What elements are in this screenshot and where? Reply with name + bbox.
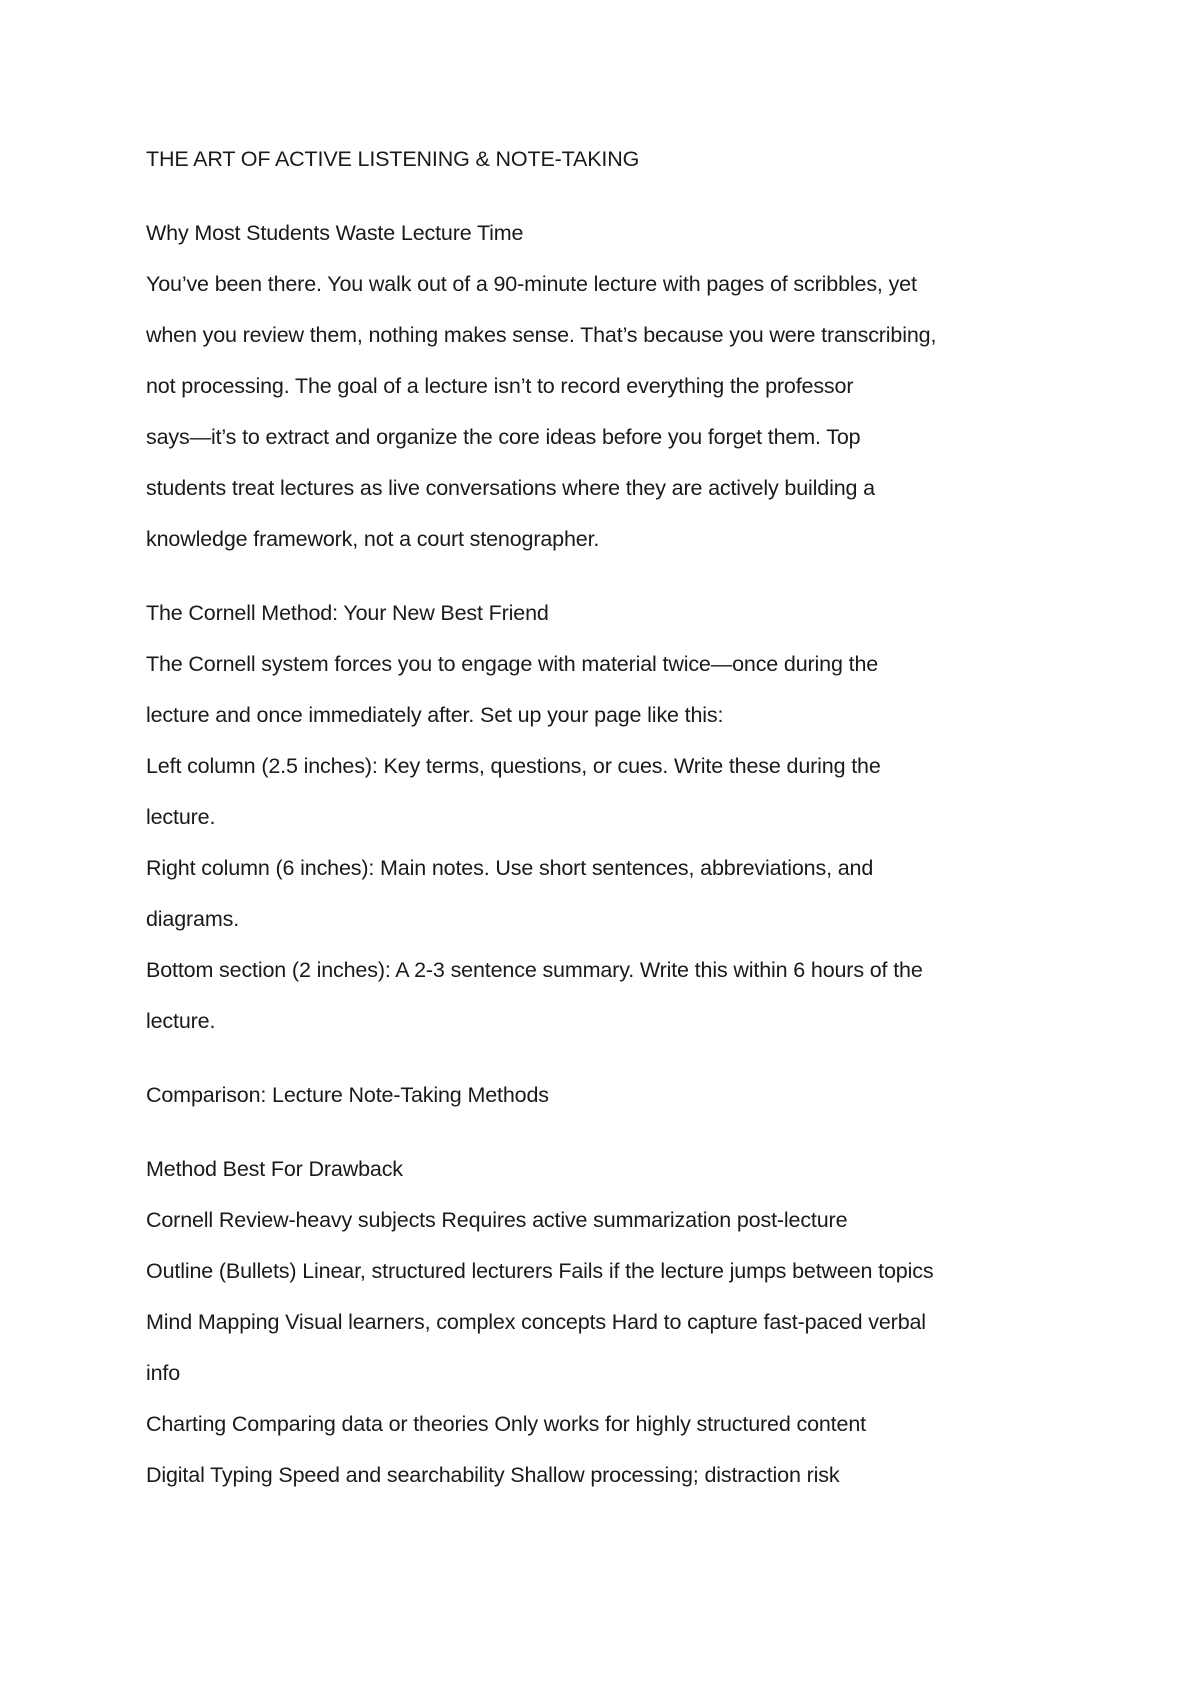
document-title: THE ART OF ACTIVE LISTENING & NOTE-TAKING: [146, 147, 640, 171]
table-row-line: Outline (Bullets) Linear, structured lecturers Fails if the lecture jumps between topics: [146, 1259, 934, 1283]
section-heading-cornell-method: The Cornell Method: Your New Best Friend: [146, 601, 549, 625]
paragraph-line: Bottom section (2 inches): A 2-3 sentence summary. Write this within 6 hours of the: [146, 958, 923, 982]
document-body: [146, 144, 1076, 1511]
spacer: [146, 1057, 1076, 1080]
paragraph-line: diagrams.: [146, 907, 240, 931]
table-row-line: Cornell Review-heavy subjects Requires active summarization post-lecture: [146, 1208, 848, 1232]
table-row-line: info: [146, 1361, 181, 1385]
table-header-line: Method Best For Drawback: [146, 1157, 403, 1181]
spacer: [146, 195, 1076, 218]
table-row-line: Mind Mapping Visual learners, complex concepts Hard to capture fast-paced verbal: [146, 1310, 926, 1334]
paragraph-line: Left column (2.5 inches): Key terms, questions, or cues. Write these during the: [146, 754, 881, 778]
spacer: [146, 1131, 1076, 1154]
paragraph-line: says—it’s to extract and organize the core ideas before you forget them. Top: [146, 425, 861, 449]
paragraph-line: knowledge framework, not a court stenographer.: [146, 527, 600, 551]
paragraph-line: when you review them, nothing makes sense. That’s because you were transcribing,: [146, 323, 937, 347]
paragraph-line: You’ve been there. You walk out of a 90-minute lecture with pages of scribbles, yet: [146, 272, 917, 296]
table-row-line: Charting Comparing data or theories Only works for highly structured content: [146, 1412, 866, 1436]
section-heading-comparison: Comparison: Lecture Note-Taking Methods: [146, 1083, 549, 1107]
spacer: [146, 575, 1076, 598]
paragraph-line: students treat lectures as live conversations where they are actively building a: [146, 476, 875, 500]
paragraph-line: lecture and once immediately after. Set up your page like this:: [146, 703, 724, 727]
paragraph-line: The Cornell system forces you to engage with material twice—once during the: [146, 652, 879, 676]
paragraph-line: lecture.: [146, 805, 216, 829]
paragraph-line: lecture.: [146, 1009, 216, 1033]
paragraph-line: not processing. The goal of a lecture isn’t to record everything the professor: [146, 374, 854, 398]
paragraph-line: Right column (6 inches): Main notes. Use short sentences, abbreviations, and: [146, 856, 874, 880]
section-heading-why-students-waste-time: Why Most Students Waste Lecture Time: [146, 221, 524, 245]
table-row-line: Digital Typing Speed and searchability Shallow processing; distraction risk: [146, 1463, 840, 1487]
